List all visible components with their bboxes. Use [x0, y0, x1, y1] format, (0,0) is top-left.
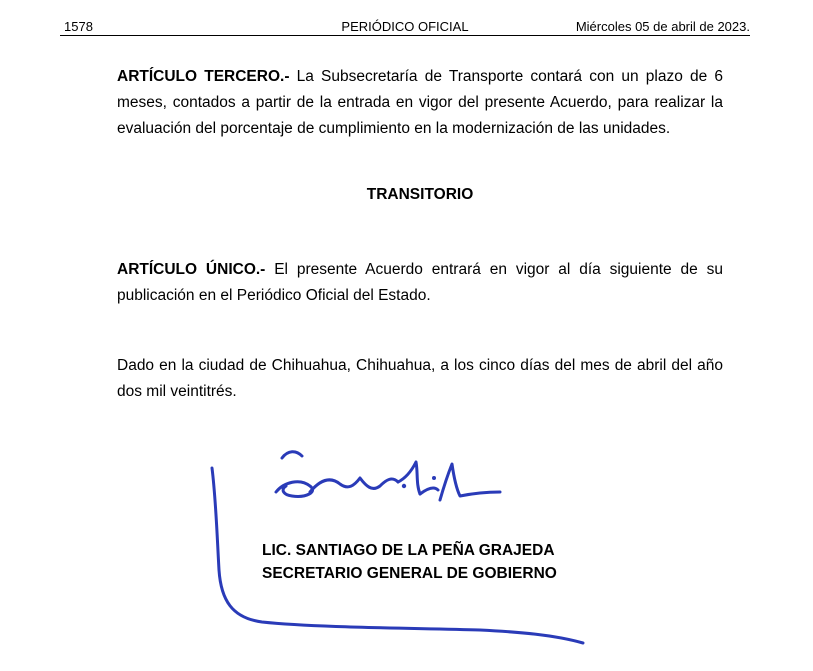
page-header	[60, 16, 750, 36]
article-unique-text: El presente Acuerdo entrará en vigor al día siguiente de su publicación en el Periódico Oficial del Estado.	[117, 261, 723, 304]
article-three-text: La Subsecretaría de Transporte contará con un plazo de 6 meses, contados a partir de la entrada en vigor del presente Acuerdo, para realizar la evaluación del porcentaje de cumplimiento en la modernización de las unidades.	[117, 68, 723, 137]
signatory-position: SECRETARIO GENERAL DE GOBIERNO	[262, 565, 557, 582]
publication-title: PERIÓDICO OFICIAL	[341, 19, 469, 34]
signatory-block	[262, 539, 557, 585]
article-unique-paragraph	[117, 257, 723, 309]
signatory-name: LIC. SANTIAGO DE LA PEÑA GRAJEDA	[262, 542, 555, 559]
publication-date: Miércoles 05 de abril de 2023.	[575, 19, 750, 34]
given-paragraph: Dado en la ciudad de Chihuahua, Chihuahua, a los cinco días del mes de abril del año dos mil veintitrés.	[117, 357, 723, 400]
article-three-paragraph	[117, 64, 723, 142]
header-rule	[60, 35, 750, 36]
transitory-heading: TRANSITORIO	[366, 186, 474, 203]
page-number: 1578	[64, 19, 93, 34]
article-three-heading: ARTÍCULO TERCERO.-	[117, 68, 290, 85]
article-unique-heading: ARTÍCULO ÚNICO.-	[117, 261, 266, 278]
